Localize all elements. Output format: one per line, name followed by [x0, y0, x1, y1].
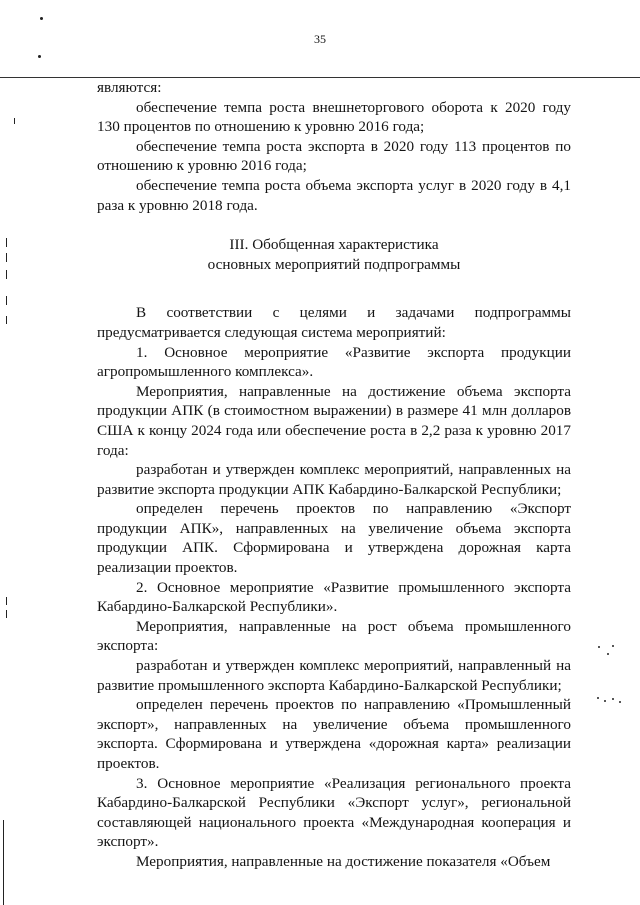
- paragraph: Мероприятия, направленные на достижение показателя «Объем: [136, 852, 551, 870]
- scan-dot: [607, 653, 609, 655]
- scan-dot: [597, 697, 599, 699]
- paragraph: обеспечение темпа роста внешнеторгового оборота к 2020 году 130 процентов по отношению к уровню 2016 года;: [97, 98, 571, 136]
- scan-dot: [612, 698, 614, 700]
- paragraph: обеспечение темпа роста экспорта в 2020 году 113 процентов по отношению к уровню 2016 года;: [97, 137, 571, 175]
- scan-dot: [619, 701, 621, 703]
- scan-dot: [604, 700, 606, 702]
- section-heading-line: III. Обобщенная характеристика: [229, 236, 439, 254]
- scan-mark: [3, 820, 4, 905]
- paragraph: обеспечение темпа роста объема экспорта услуг в 2020 году в 4,1 раза к уровню 2018 года.: [97, 176, 571, 214]
- scan-mark: [14, 118, 15, 124]
- scan-mark: [6, 610, 7, 618]
- scan-dot: [40, 17, 43, 20]
- paragraph: 2. Основное мероприятие «Развитие промышленного экспорта Кабардино-Балкарской Республики».: [97, 578, 571, 616]
- scan-dot: [598, 646, 600, 648]
- scan-mark: [6, 253, 7, 262]
- paragraph: Мероприятия, направленные на рост объема промышленного экспорта:: [97, 617, 571, 655]
- paragraph: разработан и утвержден комплекс мероприятий, направленных на развитие экспорта продукции АПК Кабардино-Балкарской Республики;: [97, 461, 571, 498]
- scan-dot: [38, 55, 41, 58]
- paragraph: определен перечень проектов по направлению «Экспорт продукции АПК», направленных на увеличение объема экспорта продукции АПК. Сформирована и утверждена дорожная карта реализации проектов.: [97, 500, 571, 577]
- paragraph: определен перечень проектов по направлению «Промышленный экспорт», направленных на увеличение объема промышленного экспорта. Сформирована и утверждена «дорожная карта» реализации проектов.: [97, 696, 571, 772]
- scan-mark: [6, 270, 7, 279]
- scan-dot: [612, 645, 614, 647]
- paragraph: 1. Основное мероприятие «Развитие экспорта продукции агропромышленного комплекса».: [97, 343, 571, 381]
- paragraph: разработан и утвержден комплекс мероприятий, направленный на развитие промышленного экспорта Кабардино-Балкарской Республики;: [97, 657, 571, 694]
- paragraph: В соответствии с целями и задачами подпрограммы предусматривается следующая система мероприятий:: [97, 304, 571, 341]
- page-number: 35: [314, 32, 326, 46]
- document-body: [97, 78, 571, 872]
- scan-mark: [6, 296, 7, 305]
- scan-mark: [6, 597, 7, 605]
- paragraph: 3. Основное мероприятие «Реализация регионального проекта Кабардино-Балкарской Республики «Экспорт услуг», региональной составляющей национального проекта «Международная кооперация и экспорт».: [97, 774, 571, 851]
- scan-mark: [6, 316, 7, 324]
- scan-mark: [6, 238, 7, 247]
- section-heading: [97, 235, 571, 274]
- paragraph: являются:: [97, 79, 162, 96]
- section-heading-line: основных мероприятий подпрограммы: [207, 255, 461, 273]
- paragraph: Мероприятия, направленные на достижение объема экспорта продукции АПК (в стоимостном выражении) в размере 41 млн долларов США к концу 2024 года или обеспечение роста в 2,2 раза к уровню 2017 года:: [97, 382, 571, 459]
